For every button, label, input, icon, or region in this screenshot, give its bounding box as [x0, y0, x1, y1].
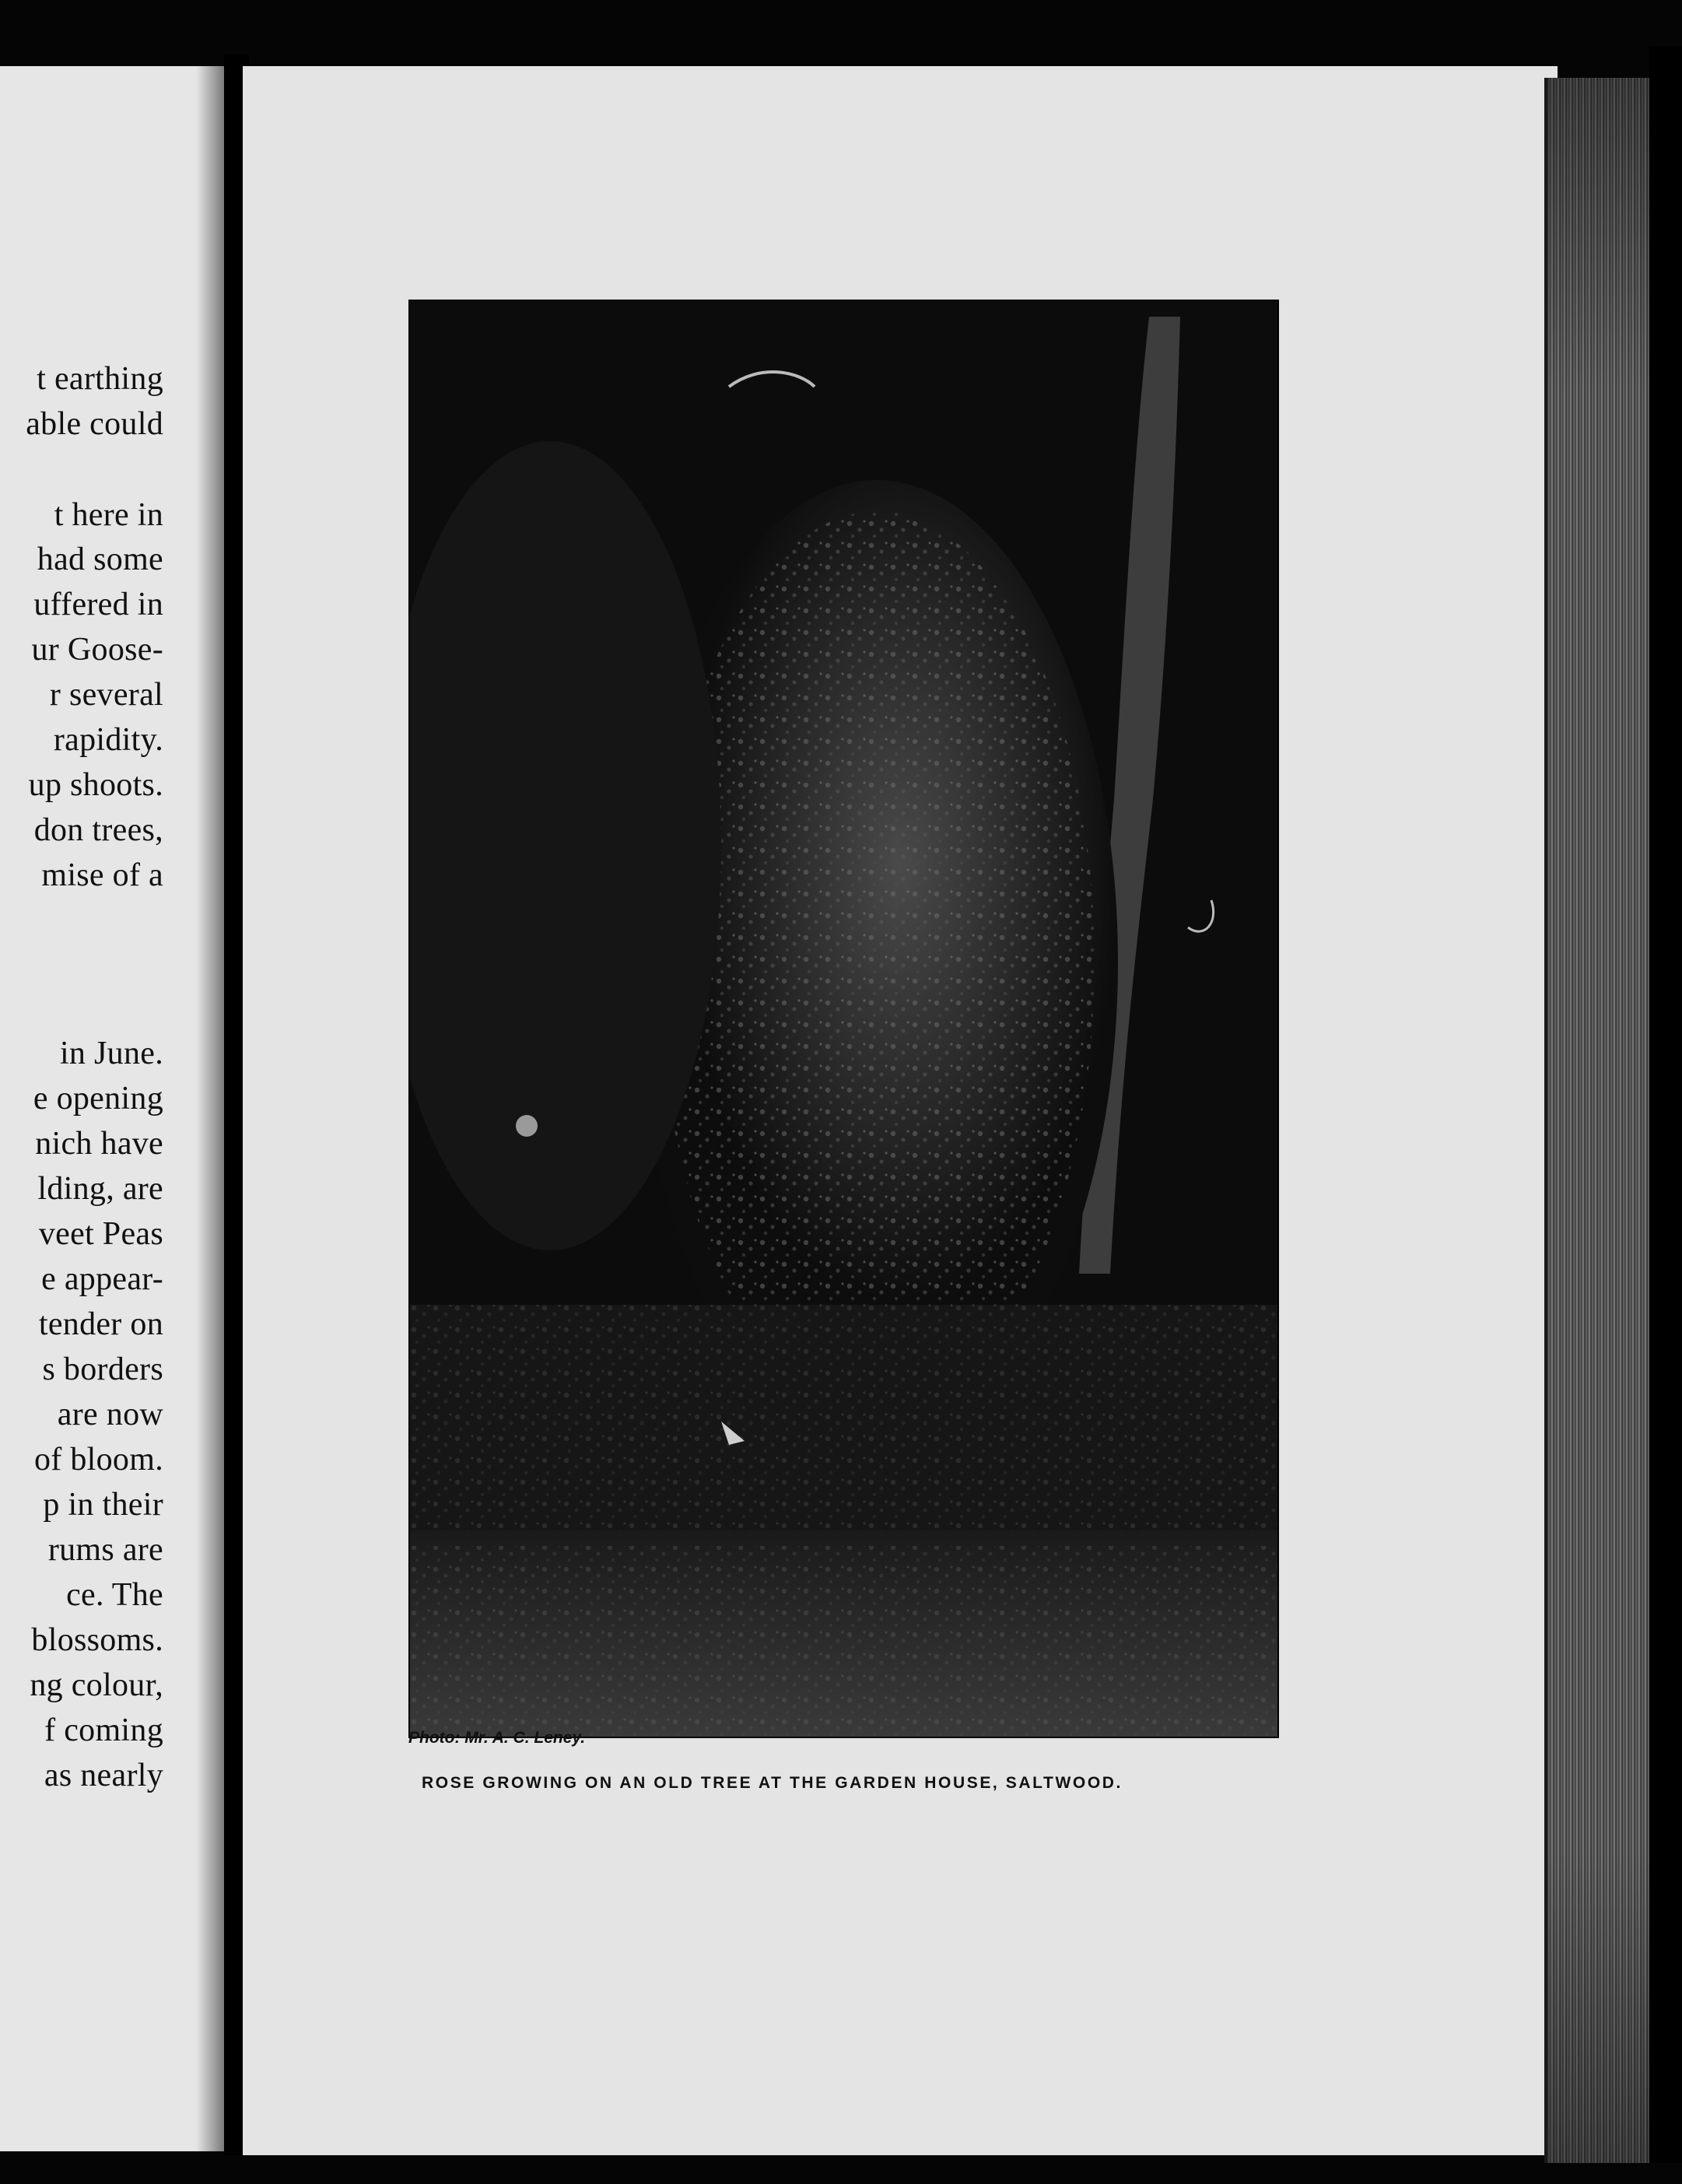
left-line: mise of a — [41, 857, 163, 893]
left-line: blossoms. — [31, 1622, 163, 1658]
scan-edge — [1649, 47, 1682, 2163]
left-page — [0, 66, 224, 2151]
left-line: tender on — [38, 1306, 163, 1342]
left-line: in June. — [59, 1036, 163, 1071]
left-line: don trees, — [33, 812, 163, 848]
left-line: f coming — [44, 1712, 163, 1748]
left-line: veet Peas — [38, 1216, 163, 1252]
left-line: are now — [57, 1397, 163, 1432]
left-line: t here in — [54, 497, 163, 533]
left-line: e appear- — [41, 1261, 163, 1297]
photo-caption: ROSE GROWING ON AN OLD TREE AT THE GARDEN HOUSE, SALTWOOD. — [422, 1774, 1123, 1792]
left-line: s borders — [42, 1351, 163, 1387]
left-line: uffered in — [33, 587, 163, 622]
left-line: able could — [26, 406, 163, 442]
left-line: t earthing — [37, 361, 163, 397]
left-line: up shoots. — [28, 767, 163, 803]
left-line: e opening — [33, 1081, 163, 1117]
left-line: ce. The — [66, 1577, 163, 1613]
left-line: had some — [37, 542, 163, 577]
photo-credit: Photo: Mr. A. C. Leney. — [408, 1729, 586, 1747]
left-line: rums are — [47, 1532, 163, 1568]
page-edges — [1544, 78, 1652, 2163]
photograph-rose-on-tree — [408, 300, 1279, 1738]
left-line: ur Goose- — [31, 632, 163, 668]
left-line: of bloom. — [33, 1442, 163, 1478]
photograph-image — [410, 301, 1277, 1737]
left-line: lding, are — [37, 1171, 163, 1207]
left-line: nich have — [35, 1126, 163, 1162]
left-line: ng colour, — [30, 1667, 163, 1703]
left-line: p in their — [43, 1487, 163, 1523]
left-line: rapidity. — [53, 722, 163, 758]
left-line: r several — [49, 677, 163, 713]
left-line: as nearly — [44, 1758, 163, 1793]
